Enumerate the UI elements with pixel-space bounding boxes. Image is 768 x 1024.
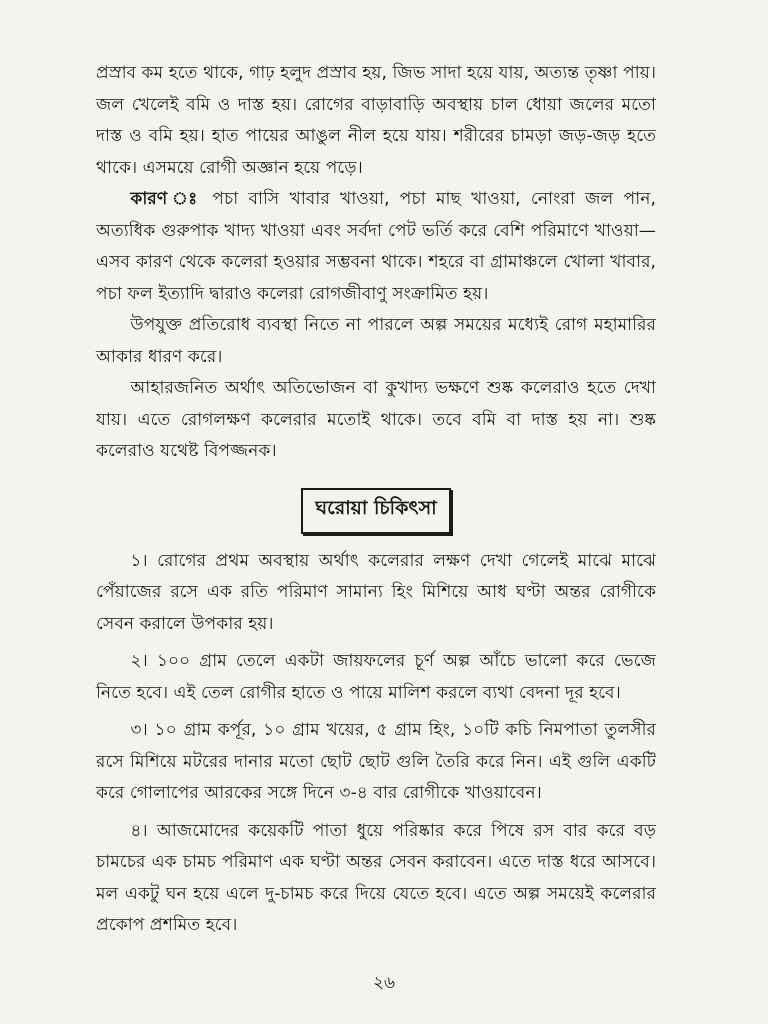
cause-label: কারণ ঃ [130, 189, 203, 209]
dry-cholera-paragraph: আহারজনিত অর্থাৎ অতিভোজন বা কুখাদ্য ভক্ষণে শুষ্ক কলেরাও হতে দেখা যায়। এতে রোগলক্ষণ কলেরার মতোই থাকে। তবে বমি বা দাস্ত হয় না। শুষ্ক কলেরাও যথেষ্ট বিপজ্জনক। [96, 378, 656, 461]
symptoms-paragraph: প্রস্রাব কম হতে থাকে, গাঢ় হলুদ প্রস্রাব হয়, জিভ সাদা হয়ে যায়, অত্যন্ত তৃষ্ণা পায়। জল খেলেই বমি ও দাস্ত হয়। রোগের বাড়াবাড়ি অবস্থায় চাল ধোয়া জলের মতো দাস্ত ও বমি হয়। হাত পায়ের আঙুল নীল হয়ে যায়। শরীরের চামড়া জড়-জড় হতে থাকে। এসময়ে রোগী অজ্ঞান হয়ে পড়ে। [96, 63, 656, 178]
remedy-item: ১। রোগের প্রথম অবস্থায় অর্থাৎ কলেরার লক্ষণ দেখা গেলেই মাঝে মাঝে পেঁয়াজের রসে এক রতি পরিমাণ সামান্য হিং মিশিয়ে আধ ঘণ্টা অন্তর রোগীকে সেবন করালে উপকার হয়। [96, 550, 656, 634]
remedy-item: ২। ১০০ গ্রাম তেলে একটা জায়ফলের চূর্ণ অল্প আঁচে ভালো করে ভেজে নিতে হবে। এই তেল রোগীর হাতে ও পায়ে মালিশ করলে ব্যথা বেদনা দূর হবে। [96, 651, 656, 703]
page-body [96, 58, 656, 942]
page-number: ২৬ [372, 973, 396, 993]
prevention-paragraph: উপযুক্ত প্রতিরোধ ব্যবস্থা নিতে না পারলে অল্প সময়ের মধ্যেই রোগ মহামারির আকার ধারণ করে। [96, 315, 656, 367]
section-heading-wrap [96, 488, 656, 534]
remedy-item: ৩। ১০ গ্রাম কর্পূর, ১০ গ্রাম খয়ের, ৫ গ্রাম হিং, ১০টি কচি নিমপাতা তুলসীর রসে মিশিয়ে মটরের দানার মতো ছোট ছোট গুলি তৈরি করে নিন। এই গুলি একটি করে গোলাপের আরকের সঙ্গে দিনে ৩-৪ বার রোগীকে খাওয়াবেন। [96, 720, 656, 803]
cause-text: পচা বাসি খাবার খাওয়া, পচা মাছ খাওয়া, নোংরা জল পান, অত্যধিক গুরুপাক খাদ্য খাওয়া এবং সর্বদা পেট ভর্তি করে বেশি পরিমাণে খাওয়া—এসব কারণ থেকে কলেরা হওয়ার সম্ভবনা থাকে। শহরে বা গ্রামাঞ্চলে খোলা খাবার, পচা ফল ইত্যাদি দ্বারাও কলেরা রোগজীবাণু সংক্রামিত হয়। [96, 189, 656, 304]
remedy-item: ৪। আজমোদের কয়েকটি পাতা ধুয়ে পরিষ্কার করে পিষে রস বার করে বড় চামচের এক চামচ পরিমাণ এক ঘণ্টা অন্তর সেবন করাবেন। এতে দাস্ত ধরে আসবে। মল একটু ঘন হয়ে এলে দু-চামচ করে দিয়ে যেতে হবে। এতে অল্প সময়েই কলেরার প্রকোপ প্রশমিত হবে। [96, 820, 656, 935]
cause-paragraph [96, 184, 656, 310]
section-heading: ঘরোয়া চিকিৎসা [301, 488, 450, 534]
